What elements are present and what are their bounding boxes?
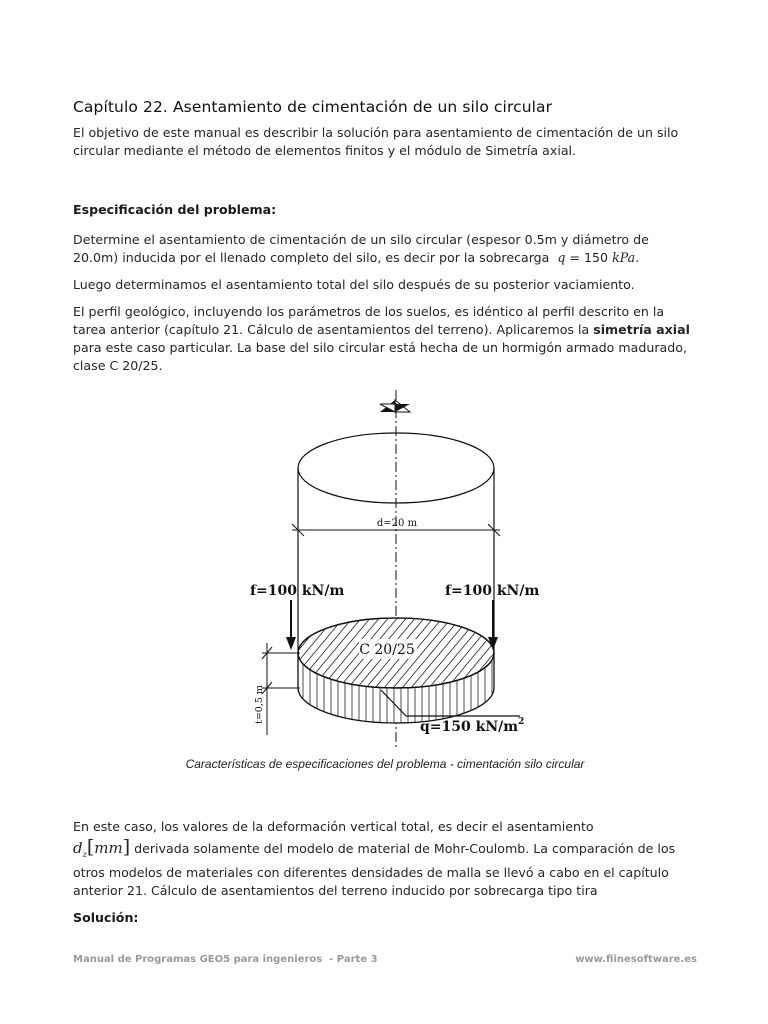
emptying-paragraph: Luego determinamos el asentamiento total del silo después de su posterior vaciamiento.: [73, 277, 635, 292]
intro-paragraph: El objetivo de este manual es describir la solución para asentamiento de cimentación de un silo circular mediante el método de elementos finitos y el módulo de Simetría axial.: [73, 125, 679, 158]
spec-heading: Especificación del problema:: [73, 202, 277, 217]
settlement-text: derivada solamente del modelo de material de Mohr-Coulomb. La comparación de los otros modelos de materiales con diferentes densidades de malla se llevó a cabo en el capítulo anterior 21. Cálculo de asentamientos del terreno inducido por sobrecarga tipo tira: [73, 841, 676, 898]
figure-caption: Características de especificaciones del problema - cimentación silo circular: [185, 757, 585, 771]
page-title: Capítulo 22. Asentamiento de cimentación de un silo circular: [73, 98, 553, 116]
solution-heading: Solución:: [73, 910, 139, 925]
problem-text: Determine el asentamiento de cimentación de un silo circular (espesor 0.5m y diámetro de 20.0m) inducida por el llenado completo del silo, es decir por la sobrecarga: [73, 232, 649, 265]
footer-website: www.fiinesoftware.es: [575, 954, 697, 965]
hatch-line: [491, 610, 566, 700]
footer-manual-title: Manual de Programas GEO5 para ingenieros - Parte 3: [73, 954, 378, 965]
thickness-label: t=0,5 m: [254, 685, 265, 724]
hatch-line: [554, 610, 580, 700]
thickness-dimension: [262, 643, 300, 735]
geology-paragraph: [73, 303, 697, 375]
diameter-label: d=20 m: [376, 518, 418, 529]
geology-text: El perfil geológico, incluyendo los parámetros de los suelos, es idéntico al perfil descrito en la tarea anterior (capítulo 21. Cálculo de asentamientos del terreno). Aplicaremos la: [73, 304, 665, 337]
left-load-label: f=100 kN/m: [250, 583, 345, 599]
silo-figure: [240, 385, 580, 750]
symmetry-axis-marker: [380, 400, 410, 412]
left-load-arrow: [286, 600, 296, 650]
hatch-line: [536, 610, 580, 700]
hatch-line: [509, 610, 580, 700]
hatch-line: [527, 610, 580, 700]
problem-paragraph: Determine el asentamiento de cimentación de un silo circular (espesor 0.5m y diámetro de 20.0m) inducida por el llenado completo del silo, es decir por la sobrecarga q = 150 kPa.: [73, 232, 649, 265]
right-load-label: f=100 kN/m: [445, 583, 540, 599]
hatch-line: [500, 610, 575, 700]
q-variable: q: [557, 250, 566, 265]
settlement-line-1: En este caso, los valores de la deformación vertical total, es decir el asentamiento: [73, 819, 594, 834]
surcharge-label: q=150 $kN/m^2$: [420, 717, 525, 735]
material-label: C 20/25: [359, 642, 415, 658]
q-unit: kPa: [612, 250, 636, 265]
page-footer: [73, 954, 697, 965]
hatch-line: [545, 610, 580, 700]
q-value: = 150: [569, 250, 609, 265]
geology-text-end: para este caso particular. La base del silo circular está hecha de un hormigón armado madurado, clase C 20/25.: [73, 340, 687, 373]
axial-symmetry-term: simetría axial: [593, 322, 690, 337]
hatch-line: [240, 610, 305, 700]
hatch-line: [518, 610, 580, 700]
settlement-paragraph: [73, 818, 697, 900]
settlement-symbol: $d_z[mm]$: [73, 836, 131, 859]
